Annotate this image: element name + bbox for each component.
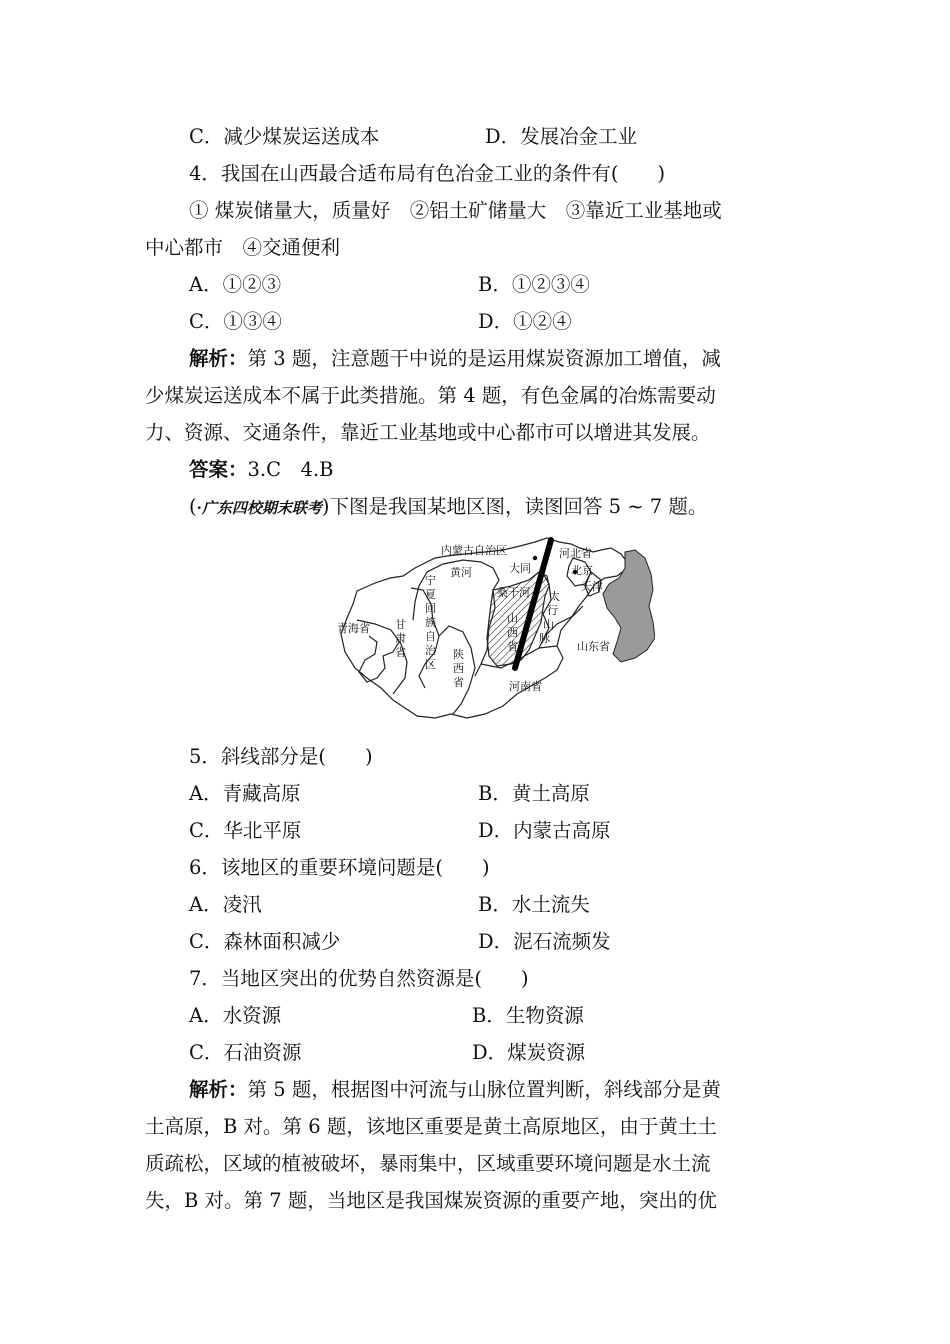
label-taihang-4: 脉 <box>539 632 550 645</box>
q4-conditions-line1: ① 煤炭储量大，质量好 ②铝土矿储量大 ③靠近工业基地或 <box>189 199 722 222</box>
label-gansu-1: 甘 <box>395 618 406 631</box>
label-shanxi-1: 山 <box>507 612 518 625</box>
q6-option-a: A．凌汛 <box>189 893 262 916</box>
qinghai-river <box>359 636 399 682</box>
analysis1-line2: 少煤炭运送成本不属于此类措施。第 4 题，有色金属的冶炼需要动 <box>145 384 716 407</box>
label-beijing: 北京 <box>571 564 593 577</box>
label-shanxi-3: 省 <box>507 640 518 653</box>
q6-option-c: C．森林面积减少 <box>189 930 341 953</box>
q4-option-b: B．①②③④ <box>478 273 590 296</box>
analysis2-line3: 质疏松，区域的植被破坏，暴雨集中，区域重要环境问题是水土流 <box>145 1152 711 1175</box>
q6-stem: 6．该地区的重要环境问题是( ) <box>189 856 490 879</box>
q5-option-c: C．华北平原 <box>189 819 302 842</box>
label-ningxia-1: 宁 <box>425 574 436 587</box>
label-sanggan-river: 桑干河 <box>497 586 530 599</box>
analysis1-line1 <box>189 347 721 371</box>
analysis2-line1 <box>189 1078 721 1102</box>
q3-option-d: D．发展冶金工业 <box>485 125 638 148</box>
label-shaanxi-3: 省 <box>453 676 464 689</box>
label-ningxia-2: 夏 <box>425 588 436 601</box>
q5-option-b: B．黄土高原 <box>478 782 590 805</box>
label-hebei: 河北省 <box>559 547 592 560</box>
source-label: ·广东四校期末联考 <box>196 499 322 517</box>
intro-line <box>189 495 707 520</box>
label-ningxia-7: 区 <box>425 658 436 671</box>
q4-option-c: C．①③④ <box>189 310 282 333</box>
q6-option-d: D．泥石流频发 <box>478 930 611 953</box>
q7-option-d: D．煤炭资源 <box>472 1041 586 1064</box>
answer1 <box>189 458 333 482</box>
q5-option-d: D．内蒙古高原 <box>478 819 611 842</box>
q5-option-a: A．青藏高原 <box>189 782 301 805</box>
label-shandong: 山东省 <box>577 640 610 653</box>
label-gansu-2: 肃 <box>395 632 406 645</box>
analysis1-text1: 第 3 题，注意题干中说的是运用煤炭资源加工增值，减 <box>247 347 721 370</box>
q3-option-c: C．减少煤炭运送成本 <box>189 125 380 148</box>
q4-option-a: A．①②③ <box>189 273 282 296</box>
label-shaanxi-1: 陕 <box>453 648 464 661</box>
q7-option-a: A．水资源 <box>189 1004 282 1027</box>
analysis2-text1: 第 5 题，根据图中河流与山脉位置判断，斜线部分是黄 <box>247 1078 721 1101</box>
label-tianjin: 天津 <box>581 580 603 593</box>
regional-map <box>335 528 655 726</box>
bohai-sea <box>603 550 655 662</box>
q7-option-c: C．石油资源 <box>189 1041 302 1064</box>
analysis1-line3: 力、资源、交通条件，靠近工业基地或中心都市可以增进其发展。 <box>145 421 711 444</box>
label-taihang-1: 太 <box>549 590 560 603</box>
label-shaanxi-2: 西 <box>453 662 464 675</box>
label-yellow-river: 黄河 <box>450 566 472 579</box>
label-qinghai: 青海省 <box>337 622 370 635</box>
q7-option-b: B．生物资源 <box>472 1004 584 1027</box>
label-ningxia-6: 治 <box>425 644 436 657</box>
q4-conditions-line2: 中心都市 ④交通便利 <box>145 236 341 259</box>
label-taihang-2: 行 <box>547 604 558 617</box>
label-shanxi-2: 西 <box>507 626 518 639</box>
label-inner-mongolia: 内蒙古自治区 <box>441 544 507 557</box>
label-ningxia-4: 族 <box>425 616 436 629</box>
q6-option-b: B．水土流失 <box>478 893 590 916</box>
q7-stem: 7．当地区突出的优势自然资源是( ) <box>189 967 529 990</box>
q4-stem: 4．我国在山西最合适布局有色冶金工业的条件有( ) <box>189 162 666 185</box>
analysis2-line4: 失，B 对。第 7 题，当地区是我国煤炭资源的重要产地，突出的优 <box>145 1189 717 1212</box>
answer1-label: 答案： <box>189 458 248 481</box>
intro-open: ( <box>189 495 197 518</box>
label-taihang-3: 山 <box>543 618 554 631</box>
q4-option-d: D．①②④ <box>478 310 572 333</box>
analysis1-label: 解析： <box>189 347 248 370</box>
label-henan: 河南省 <box>509 680 542 693</box>
q5-stem: 5．斜线部分是( ) <box>189 745 373 768</box>
label-ningxia-5: 自 <box>425 630 436 643</box>
intro-text: )下图是我国某地区图，读图回答 5 ~ 7 题。 <box>321 495 708 518</box>
label-ningxia-3: 回 <box>425 602 436 615</box>
answer1-value: 3.C 4.B <box>247 458 334 481</box>
datong-dot <box>533 556 537 560</box>
label-datong: 大同 <box>509 562 531 575</box>
analysis2-line2: 土高原，B 对。第 6 题，该地区重要是黄土高原地区，由于黄土土 <box>145 1115 717 1138</box>
analysis2-label: 解析： <box>189 1078 248 1101</box>
label-gansu-3: 省 <box>395 646 406 659</box>
